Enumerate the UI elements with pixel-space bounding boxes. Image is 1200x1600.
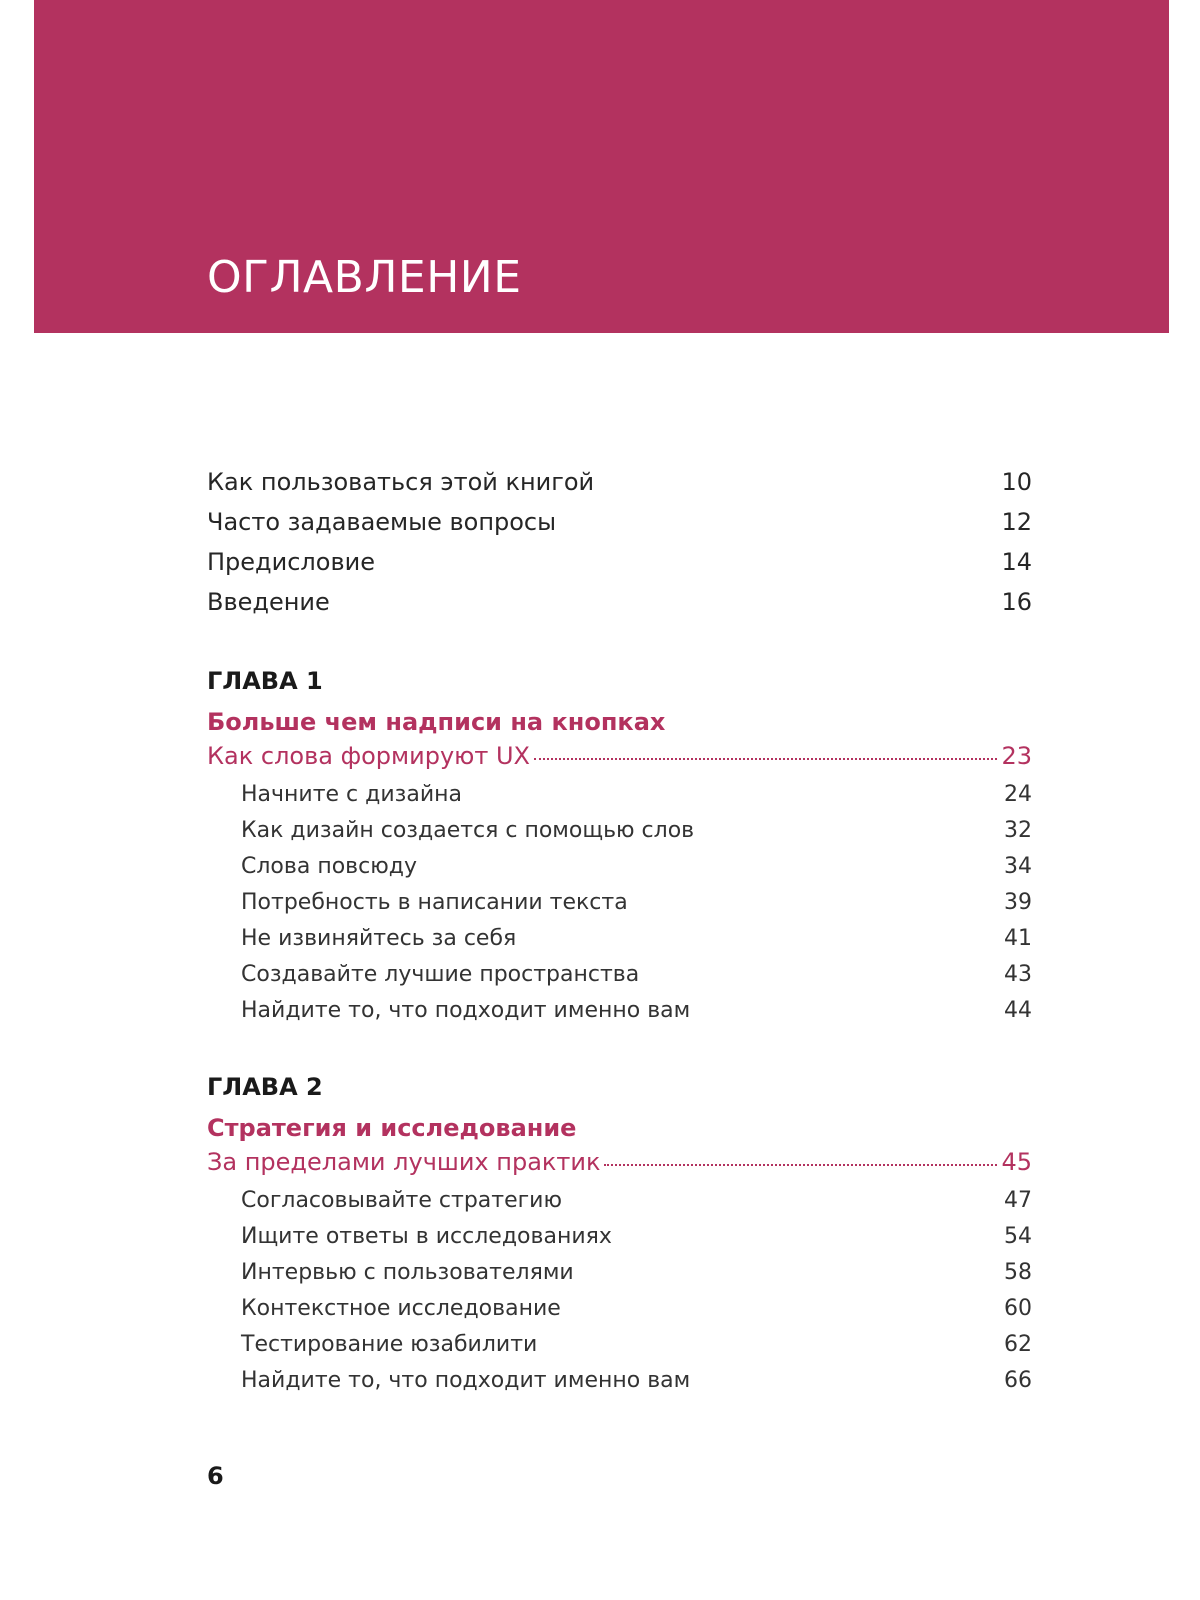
toc-subentry[interactable] — [207, 890, 1032, 926]
toc-entry-title: Предисловие — [207, 548, 375, 576]
toc-entry[interactable] — [207, 508, 1032, 548]
toc-entry-title: Введение — [207, 588, 330, 616]
chapter-title: Стратегия и исследование — [207, 1114, 577, 1142]
toc-entry-page: 10 — [1001, 468, 1032, 496]
toc-subentry[interactable] — [207, 1368, 1032, 1404]
toc-entry-page: 32 — [1004, 818, 1032, 843]
toc-entry[interactable] — [207, 468, 1032, 508]
toc-entry-page: 39 — [1004, 890, 1032, 915]
toc-entry-title: Контекстное исследование — [241, 1296, 561, 1321]
toc-entry-page: 14 — [1001, 548, 1032, 576]
dot-leader — [604, 1164, 997, 1166]
toc-entry-title: Как дизайн создается с помощью слов — [241, 818, 695, 843]
toc-entry-title: Ищите ответы в исследованиях — [241, 1224, 612, 1249]
toc-entry-page: 60 — [1004, 1296, 1032, 1321]
toc-entry-title: Интервью с пользователями — [241, 1260, 574, 1285]
toc-subentry[interactable] — [207, 1332, 1032, 1368]
toc-entry-title: Тестирование юзабилити — [241, 1332, 538, 1357]
chapter-lead-entry[interactable] — [207, 1148, 1032, 1188]
toc-entry-title: Как слова формируют UX — [207, 742, 530, 770]
toc-subentry[interactable] — [207, 926, 1032, 962]
toc-entry-title: Потребность в написании текста — [241, 890, 628, 915]
toc-entry-page: 66 — [1004, 1368, 1032, 1393]
toc-entry-page: 45 — [1001, 1148, 1032, 1176]
toc-entry[interactable] — [207, 588, 1032, 628]
toc-subentry[interactable] — [207, 962, 1032, 998]
toc-entry-page: 58 — [1004, 1260, 1032, 1285]
chapter-lead-entry[interactable] — [207, 742, 1032, 782]
toc-entry-page: 23 — [1001, 742, 1032, 770]
toc-entry-title: Найдите то, что подходит именно вам — [241, 998, 691, 1023]
toc-entry-title: Как пользоваться этой книгой — [207, 468, 595, 496]
toc-entry-title: Согласовывайте стратегию — [241, 1188, 562, 1213]
page-title: ОГЛАВЛЕНИЕ — [207, 252, 522, 303]
toc-entry-title: Часто задаваемые вопросы — [207, 508, 557, 536]
toc-entry-page: 12 — [1001, 508, 1032, 536]
toc-entry-title: Не извиняйтесь за себя — [241, 926, 517, 951]
toc-entry-title: За пределами лучших практик — [207, 1148, 601, 1176]
toc-entry-page: 43 — [1004, 962, 1032, 987]
toc-entry-page: 24 — [1004, 782, 1032, 807]
toc-entry[interactable] — [207, 548, 1032, 588]
toc-entry-title: Создавайте лучшие пространства — [241, 962, 640, 987]
toc-subentry[interactable] — [207, 1296, 1032, 1332]
toc-subentry[interactable] — [207, 1260, 1032, 1296]
header-band — [34, 0, 1169, 333]
toc-entry-page: 54 — [1004, 1224, 1032, 1249]
toc-subentry[interactable] — [207, 998, 1032, 1034]
toc-subentry[interactable] — [207, 782, 1032, 818]
dot-leader — [534, 758, 997, 760]
table-of-contents — [207, 468, 1032, 1404]
chapter-label: ГЛАВА 2 — [207, 1073, 323, 1101]
chapter-label: ГЛАВА 1 — [207, 667, 323, 695]
toc-subentry[interactable] — [207, 854, 1032, 890]
toc-entry-page: 16 — [1001, 588, 1032, 616]
toc-entry-page: 44 — [1004, 998, 1032, 1023]
toc-subentry[interactable] — [207, 818, 1032, 854]
toc-entry-title: Начните с дизайна — [241, 782, 462, 807]
toc-subentry[interactable] — [207, 1224, 1032, 1260]
toc-entry-page: 41 — [1004, 926, 1032, 951]
toc-subentry[interactable] — [207, 1188, 1032, 1224]
page-number: 6 — [207, 1462, 224, 1490]
toc-entry-page: 47 — [1004, 1188, 1032, 1213]
toc-entry-page: 62 — [1004, 1332, 1032, 1357]
toc-entry-title: Слова повсюду — [241, 854, 417, 879]
chapter-title: Больше чем надписи на кнопках — [207, 708, 666, 736]
toc-entry-page: 34 — [1004, 854, 1032, 879]
toc-entry-title: Найдите то, что подходит именно вам — [241, 1368, 691, 1393]
